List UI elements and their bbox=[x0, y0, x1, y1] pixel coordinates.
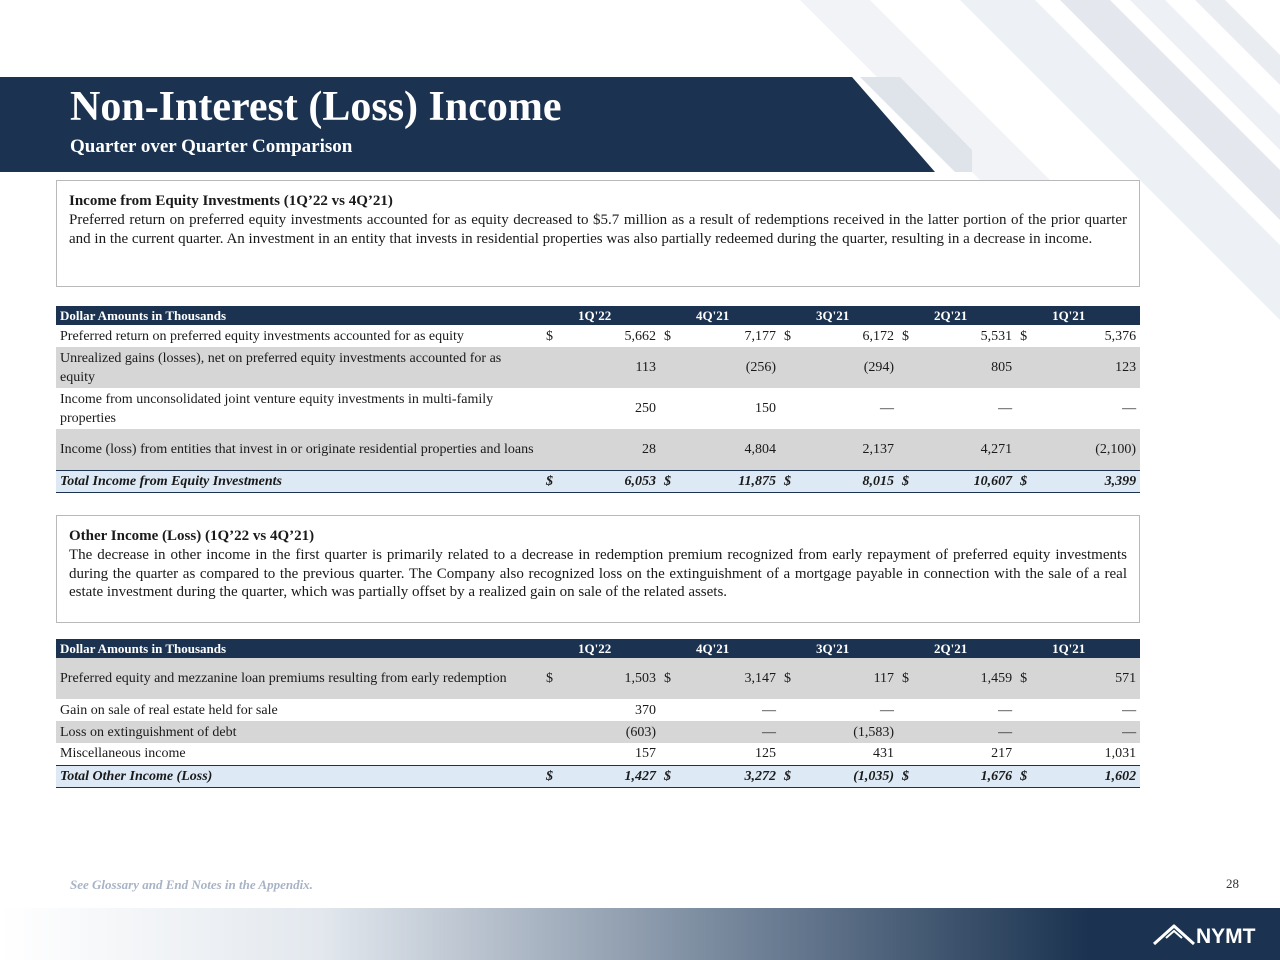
table-row bbox=[56, 658, 1140, 699]
value-cell: — bbox=[880, 401, 895, 416]
value-cell: 1,459 bbox=[912, 658, 1016, 699]
currency-symbol: $ bbox=[660, 658, 674, 699]
company-logo: NYMT bbox=[1196, 925, 1256, 948]
value-cell: 6,172 bbox=[862, 328, 895, 344]
total-row bbox=[56, 765, 1140, 787]
table-row bbox=[56, 699, 1140, 721]
value-cell: 1,031 bbox=[1104, 746, 1137, 762]
currency-symbol: $ bbox=[546, 328, 553, 344]
value-cell: 5,531 bbox=[980, 328, 1013, 344]
currency-symbol: $ bbox=[784, 328, 792, 344]
equity-investments-table bbox=[56, 306, 1140, 493]
currency-symbol bbox=[898, 721, 912, 743]
currency-symbol: $ bbox=[898, 658, 912, 699]
value-cell: 10,607 bbox=[912, 470, 1016, 492]
row-label: Income (loss) from entities that invest in or originate residential properties and loans bbox=[56, 429, 542, 470]
value-cell: (1,583) bbox=[794, 721, 898, 743]
value-cell: — bbox=[1122, 401, 1137, 416]
currency-symbol: $ bbox=[664, 328, 672, 344]
value-cell: 3,147 bbox=[674, 658, 780, 699]
equity-investments-commentary bbox=[56, 180, 1140, 287]
column-header: 3Q'21 bbox=[780, 639, 898, 658]
value-cell: 11,875 bbox=[674, 470, 780, 492]
currency-symbol: $ bbox=[898, 765, 912, 787]
currency-symbol bbox=[898, 699, 912, 721]
equity-investments-text: Preferred return on preferred equity investments accounted for as equity decreased to $5.7 million as a result of redemptions received in the latter portion of the prior quarter and in the current quarter. An investment in an entity that invests in residential properties was also partially redeemed during the quarter, resulting in a decrease in income. bbox=[69, 212, 1127, 247]
currency-symbol: $ bbox=[780, 658, 794, 699]
currency-symbol: $ bbox=[1016, 470, 1030, 492]
value-cell: (256) bbox=[674, 347, 780, 388]
footer-band bbox=[0, 908, 1280, 960]
value-cell: — bbox=[1030, 721, 1140, 743]
column-header: Dollar Amounts in Thousands bbox=[56, 306, 542, 325]
value-cell: 5,662 bbox=[624, 328, 657, 344]
value-cell: 8,015 bbox=[794, 470, 898, 492]
table-header-row bbox=[56, 306, 1140, 325]
value-cell: 250 bbox=[635, 401, 657, 416]
currency-symbol bbox=[660, 743, 674, 765]
value-cell: 117 bbox=[794, 658, 898, 699]
value-cell: 6,053 bbox=[556, 470, 660, 492]
currency-symbol: $ bbox=[1020, 328, 1028, 344]
currency-symbol bbox=[780, 429, 794, 470]
total-row bbox=[56, 470, 1140, 492]
other-income-commentary bbox=[56, 515, 1140, 623]
currency-symbol: $ bbox=[660, 470, 674, 492]
currency-symbol: $ bbox=[902, 328, 910, 344]
column-header: 1Q'22 bbox=[542, 306, 660, 325]
row-label: Preferred equity and mezzanine loan premiums resulting from early redemption bbox=[56, 658, 542, 699]
currency-symbol bbox=[898, 429, 912, 470]
currency-symbol bbox=[1016, 721, 1030, 743]
value-cell: (2,100) bbox=[1030, 429, 1140, 470]
value-cell: — bbox=[998, 702, 1013, 718]
column-header: Dollar Amounts in Thousands bbox=[56, 639, 542, 658]
value-cell: 3,399 bbox=[1030, 470, 1140, 492]
value-cell: 805 bbox=[912, 347, 1016, 388]
value-cell: 571 bbox=[1030, 658, 1140, 699]
currency-symbol bbox=[660, 347, 674, 388]
currency-symbol bbox=[660, 429, 674, 470]
value-cell: — bbox=[880, 702, 895, 718]
value-cell: — bbox=[762, 702, 777, 718]
currency-symbol bbox=[542, 388, 556, 429]
currency-symbol: $ bbox=[542, 765, 556, 787]
value-cell: 431 bbox=[873, 746, 895, 762]
table-row bbox=[56, 429, 1140, 470]
table-row bbox=[56, 721, 1140, 743]
page-title: Non-Interest (Loss) Income bbox=[70, 84, 562, 130]
column-header: 1Q'22 bbox=[542, 639, 660, 658]
row-label: Loss on extinguishment of debt bbox=[56, 721, 542, 743]
row-label: Unrealized gains (losses), net on preferred equity investments accounted for as equity bbox=[56, 347, 542, 388]
currency-symbol bbox=[660, 721, 674, 743]
currency-symbol bbox=[542, 721, 556, 743]
value-cell: 370 bbox=[635, 702, 657, 718]
currency-symbol bbox=[898, 347, 912, 388]
value-cell: 113 bbox=[556, 347, 660, 388]
currency-symbol: $ bbox=[1016, 765, 1030, 787]
other-income-table bbox=[56, 639, 1140, 788]
column-header: 2Q'21 bbox=[898, 639, 1016, 658]
value-cell: (1,035) bbox=[794, 765, 898, 787]
value-cell: 123 bbox=[1030, 347, 1140, 388]
table-row bbox=[56, 388, 1140, 429]
equity-investments-heading: Income from Equity Investments (1Q’22 vs 4Q’21) bbox=[69, 193, 393, 209]
column-header: 4Q'21 bbox=[660, 306, 780, 325]
row-label: Preferred return on preferred equity investments accounted for as equity bbox=[60, 328, 464, 344]
footnote: See Glossary and End Notes in the Appendix. bbox=[70, 877, 313, 892]
currency-symbol: $ bbox=[660, 765, 674, 787]
currency-symbol bbox=[780, 699, 794, 721]
value-cell: 157 bbox=[635, 746, 657, 762]
currency-symbol: $ bbox=[1016, 658, 1030, 699]
currency-symbol bbox=[542, 743, 556, 765]
currency-symbol: $ bbox=[898, 470, 912, 492]
value-cell: 4,804 bbox=[674, 429, 780, 470]
value-cell: — bbox=[912, 721, 1016, 743]
value-cell: 217 bbox=[991, 746, 1013, 762]
row-label: Miscellaneous income bbox=[60, 746, 186, 762]
currency-symbol bbox=[660, 388, 674, 429]
other-income-heading: Other Income (Loss) (1Q’22 vs 4Q’21) bbox=[69, 528, 315, 544]
currency-symbol bbox=[780, 388, 794, 429]
value-cell: 1,503 bbox=[556, 658, 660, 699]
column-header: 4Q'21 bbox=[660, 639, 780, 658]
currency-symbol bbox=[660, 699, 674, 721]
currency-symbol bbox=[1016, 429, 1030, 470]
value-cell: 4,271 bbox=[912, 429, 1016, 470]
value-cell: (603) bbox=[556, 721, 660, 743]
table-row bbox=[56, 347, 1140, 388]
row-label: Income from unconsolidated joint venture equity investments in multi-family properties bbox=[60, 391, 494, 426]
value-cell: — bbox=[674, 721, 780, 743]
currency-symbol bbox=[780, 721, 794, 743]
currency-symbol bbox=[1016, 388, 1030, 429]
table-row bbox=[56, 743, 1140, 765]
currency-symbol bbox=[898, 743, 912, 765]
table-row bbox=[56, 325, 1140, 347]
currency-symbol: $ bbox=[542, 658, 556, 699]
column-header: 2Q'21 bbox=[898, 306, 1016, 325]
currency-symbol bbox=[542, 699, 556, 721]
value-cell: 28 bbox=[556, 429, 660, 470]
other-income-text: The decrease in other income in the first quarter is primarily related to a decrease in redemption premium recognized from early repayment of preferred equity investments during the quarter as compared to the previous quarter. The Company also recognized loss on the extinguishment of a mortgage payable in connection with the sale of a real estate investment during the quarter, which was partially offset by a realized gain on sale of the related assets. bbox=[69, 547, 1127, 600]
row-label: Total Income from Equity Investments bbox=[56, 470, 542, 492]
table-header-row bbox=[56, 639, 1140, 658]
column-header: 3Q'21 bbox=[780, 306, 898, 325]
value-cell: 150 bbox=[755, 401, 777, 416]
value-cell: 125 bbox=[755, 746, 777, 762]
value-cell: — bbox=[998, 401, 1013, 416]
page-subtitle: Quarter over Quarter Comparison bbox=[70, 136, 353, 157]
currency-symbol bbox=[780, 347, 794, 388]
value-cell: 1,602 bbox=[1030, 765, 1140, 787]
row-label: Total Other Income (Loss) bbox=[56, 765, 542, 787]
value-cell: 1,676 bbox=[912, 765, 1016, 787]
value-cell: 1,427 bbox=[556, 765, 660, 787]
currency-symbol bbox=[1016, 743, 1030, 765]
page-number: 28 bbox=[1226, 876, 1239, 891]
currency-symbol bbox=[1016, 699, 1030, 721]
value-cell: (294) bbox=[794, 347, 898, 388]
column-header: 1Q'21 bbox=[1016, 306, 1140, 325]
value-cell: 7,177 bbox=[744, 328, 777, 344]
currency-symbol bbox=[542, 347, 556, 388]
value-cell: 3,272 bbox=[674, 765, 780, 787]
value-cell: 2,137 bbox=[794, 429, 898, 470]
currency-symbol: $ bbox=[780, 470, 794, 492]
currency-symbol: $ bbox=[542, 470, 556, 492]
value-cell: 5,376 bbox=[1104, 328, 1137, 344]
currency-symbol bbox=[1016, 347, 1030, 388]
column-header: 1Q'21 bbox=[1016, 639, 1140, 658]
currency-symbol: $ bbox=[780, 765, 794, 787]
currency-symbol bbox=[898, 388, 912, 429]
value-cell: — bbox=[1122, 702, 1137, 718]
row-label: Gain on sale of real estate held for sale bbox=[60, 702, 278, 718]
currency-symbol bbox=[780, 743, 794, 765]
currency-symbol bbox=[542, 429, 556, 470]
